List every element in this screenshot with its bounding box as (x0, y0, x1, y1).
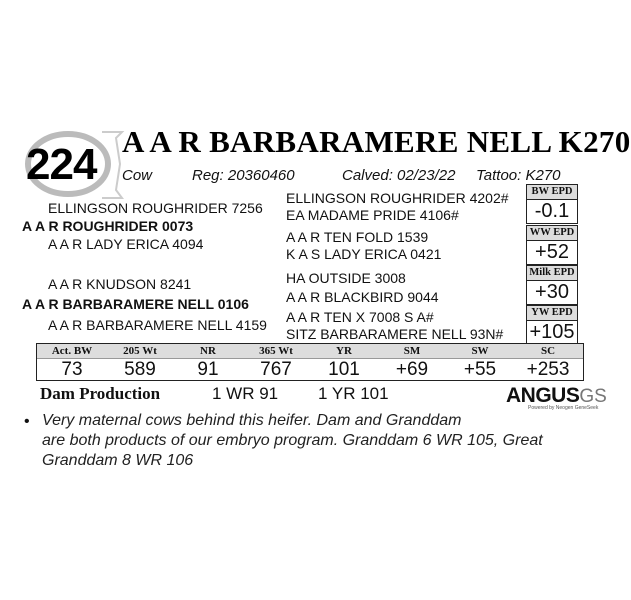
notes-line-3: Granddam 8 WR 106 (42, 452, 194, 469)
bw-epd-value: -0.1 (534, 200, 570, 222)
notes-bullet: • (24, 413, 30, 430)
epd-value-act-bw: 73 (61, 359, 83, 380)
milk-epd-label: Milk EPD (527, 266, 577, 281)
tattoo: Tattoo: K270 (476, 167, 561, 184)
dam-production-label: Dam Production (40, 384, 161, 403)
ww-epd-box (526, 225, 578, 265)
logo-tagline: Powered by Neogen GeneSeek (528, 405, 599, 411)
logo-main: ANGUS (506, 384, 580, 407)
ww-epd-label: WW EPD (527, 226, 577, 241)
dam: A A R BARBARAMERE NELL 0106 (22, 296, 249, 312)
epd-header-nr: NR (200, 345, 216, 357)
epd-value-205-wt: 589 (124, 359, 156, 380)
dam-sire: A A R KNUDSON 8241 (48, 276, 192, 292)
angus-gs-logo (506, 384, 607, 411)
epd-header-act-bw: Act. BW (51, 345, 93, 357)
yw-epd-label: YW EPD (527, 306, 577, 321)
logo-suffix: GS (579, 386, 607, 407)
sire: A A R ROUGHRIDER 0073 (22, 218, 194, 234)
gen3-7: A A R TEN X 7008 S A# (286, 309, 434, 325)
epd-value-365-wt: 767 (260, 359, 292, 380)
bw-epd-label: BW EPD (527, 185, 577, 200)
dam-production-wr: 1 WR 91 (212, 384, 279, 403)
epd-value-sm: +69 (395, 359, 429, 380)
epd-header-365-wt: 365 Wt (259, 345, 293, 357)
epd-value-nr: 91 (197, 359, 219, 380)
epd-header-yr: YR (336, 345, 352, 357)
gen3-2: EA MADAME PRIDE 4106# (286, 207, 459, 223)
epd-value-sc: +253 (526, 359, 570, 380)
ww-epd-value: +52 (535, 241, 569, 263)
sex-label: Cow (122, 167, 153, 184)
sire-sire: ELLINGSON ROUGHRIDER 7256 (48, 200, 263, 216)
epd-value-sw: +55 (463, 359, 497, 380)
gen3-6: A A R BLACKBIRD 9044 (286, 289, 439, 305)
yw-epd-value: +105 (529, 321, 575, 343)
milk-epd-value: +30 (535, 281, 569, 303)
lot-number: 224 (26, 140, 97, 189)
gen3-1: ELLINGSON ROUGHRIDER 4202# (286, 190, 509, 206)
gen3-5: HA OUTSIDE 3008 (286, 270, 406, 286)
gen3-3: A A R TEN FOLD 1539 (286, 229, 429, 245)
epd-header-sc: SC (540, 345, 556, 357)
animal-name: A A R BARBARAMERE NELL K270 (122, 124, 631, 159)
yw-epd-box (526, 305, 578, 345)
epd-value-yr: 101 (328, 359, 360, 380)
epd-header-205-wt: 205 Wt (123, 345, 157, 357)
epd-table (36, 343, 584, 381)
epd-header-sw: SW (471, 345, 489, 357)
sire-dam: A A R LADY ERICA 4094 (48, 236, 204, 252)
dam-dam: A A R BARBARAMERE NELL 4159 (48, 317, 267, 333)
epd-header-sm: SM (403, 345, 421, 357)
notes-line-1: Very maternal cows behind this heifer. Dam and Granddam (42, 412, 462, 429)
bw-epd-box (526, 184, 578, 224)
registration-number: Reg: 20360460 (192, 167, 295, 184)
calved-date: Calved: 02/23/22 (342, 167, 456, 184)
gen3-4: K A S LADY ERICA 0421 (286, 246, 442, 262)
dam-production-yr: 1 YR 101 (318, 384, 389, 403)
notes-line-2: are both products of our embryo program. Granddam 6 WR 105, Great (42, 432, 543, 449)
gen3-8: SITZ BARBARAMERE NELL 93N# (286, 326, 504, 342)
milk-epd-box (526, 265, 578, 305)
